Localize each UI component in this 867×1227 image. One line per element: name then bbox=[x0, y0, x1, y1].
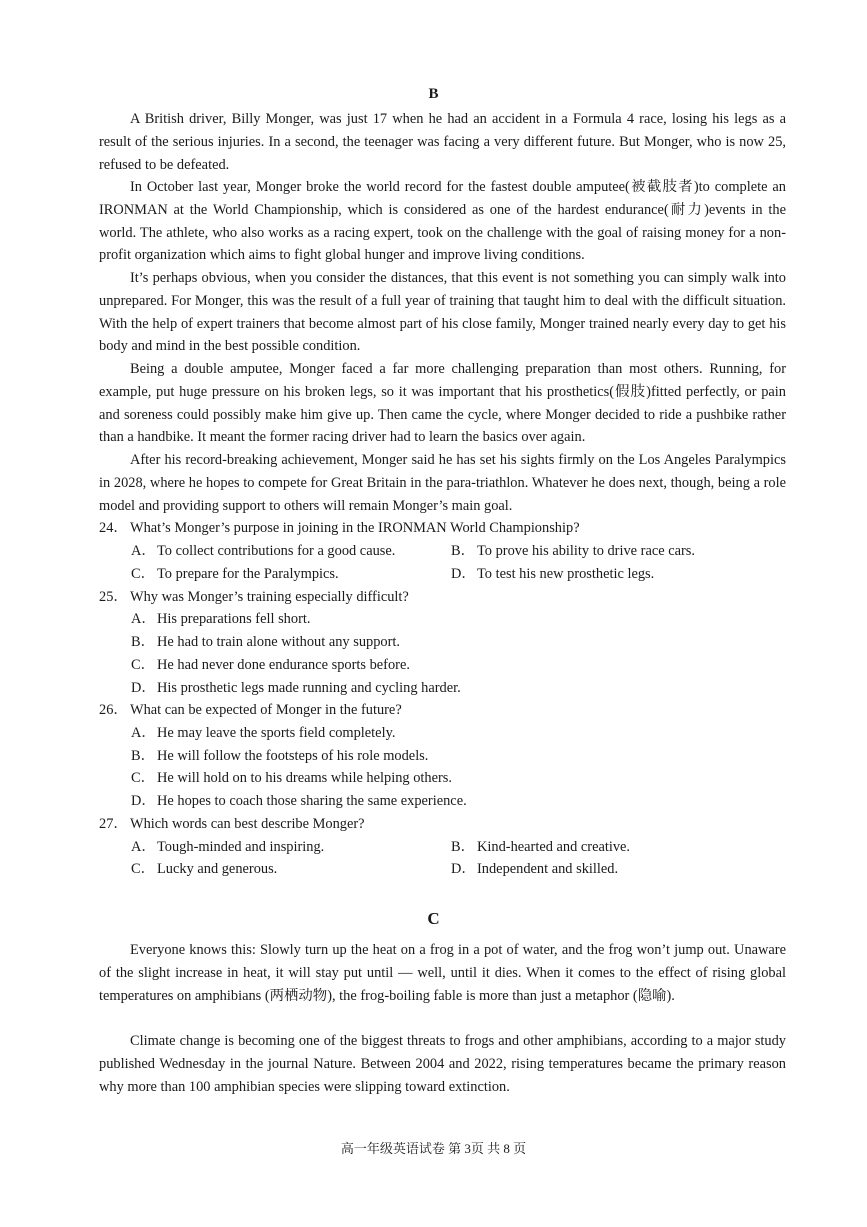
question-24-option-c[interactable] bbox=[131, 563, 339, 586]
option-letter: D． bbox=[131, 680, 156, 696]
question-27-option-c[interactable] bbox=[131, 858, 277, 881]
section-b-title: B bbox=[428, 86, 439, 102]
section-c-paragraph-2: Climate change is becoming one of the biggest threats to frogs and other amphibians, according to a major study published Wednesday in the journal Nature. Between 2004 and 2022, rising temperatures became the primary reason why more than 100 amphibian species were slipping toward extinction. bbox=[99, 1033, 786, 1095]
question-25-option-a[interactable] bbox=[131, 608, 310, 631]
question-26-option-a[interactable] bbox=[131, 722, 395, 745]
question-24-option-a[interactable] bbox=[131, 540, 395, 563]
option-text: He may leave the sports field completely. bbox=[157, 725, 396, 741]
option-text: To prepare for the Paralympics. bbox=[157, 566, 339, 582]
question-27-option-d[interactable] bbox=[451, 858, 618, 881]
option-letter: D． bbox=[131, 793, 156, 809]
question-25-option-d[interactable] bbox=[131, 677, 461, 700]
section-b-paragraph-1: A British driver, Billy Monger, was just 17 when he had an accident in a Formula 4 race, losing his legs as a result of the serious injuries. In a second, the teenager was facing a very different future. But Monger, who is now 25, refused to be defeated. bbox=[99, 111, 786, 173]
section-b-paragraph-3: It’s perhaps obvious, when you consider the distances, that this event is not something you can simply walk into unprepared. For Monger, this was the result of a full year of training that taught him to deal with the difficult situation. With the help of expert trainers that become almost part of his close family, Monger trained nearly every day to get his body and mind in the best possible condition. bbox=[99, 270, 786, 355]
question-number: 25． bbox=[99, 589, 128, 605]
question-text: What’s Monger’s purpose in joining in the IRONMAN World Championship? bbox=[130, 520, 580, 536]
option-text: He had never done endurance sports before. bbox=[157, 657, 410, 673]
question-26-option-b[interactable] bbox=[131, 745, 428, 768]
option-text: To test his new prosthetic legs. bbox=[477, 566, 655, 582]
option-text: To prove his ability to drive race cars. bbox=[477, 543, 695, 559]
option-text: He will hold on to his dreams while helping others. bbox=[157, 770, 452, 786]
option-letter: C． bbox=[131, 566, 155, 582]
option-letter: A． bbox=[131, 611, 156, 627]
section-b-paragraph-4: Being a double amputee, Monger faced a far more challenging preparation than most others. Running, for example, put huge pressure on his broken legs, so it was important that his prosthetics(假肢)fitted perfectly, or pain and soreness could possibly make him give up. Then came the cycle, where Monger decided to ride a pushbike rather than a handbike. It meant the former racing driver had to learn the basics over again. bbox=[99, 361, 786, 446]
option-letter: B． bbox=[451, 543, 475, 559]
option-text: Independent and skilled. bbox=[477, 861, 619, 877]
question-number: 26． bbox=[99, 702, 128, 718]
section-c-title: C bbox=[427, 909, 440, 928]
question-26-option-c[interactable] bbox=[131, 767, 452, 790]
question-number: 27． bbox=[99, 816, 128, 832]
option-letter: A． bbox=[131, 725, 156, 741]
section-b-paragraph-2: In October last year, Monger broke the world record for the fastest double amputee(被截肢者)to complete an IRONMAN at the World Championship, which is considered as one of the hardest endurance(耐力)events in the world. The athlete, who also works as a racing expert, took on the challenge with the goal of raising money for a non-profit organization which aims to fight global hunger and improve living conditions. bbox=[99, 179, 786, 264]
option-letter: D． bbox=[451, 566, 476, 582]
question-27-option-b[interactable] bbox=[451, 836, 630, 859]
question-24 bbox=[99, 517, 580, 540]
question-25 bbox=[99, 586, 409, 609]
question-text: What can be expected of Monger in the future? bbox=[130, 702, 402, 718]
option-text: Lucky and generous. bbox=[157, 861, 278, 877]
question-27-option-a[interactable] bbox=[131, 836, 324, 859]
option-text: He had to train alone without any support. bbox=[157, 634, 400, 650]
question-26 bbox=[99, 699, 402, 722]
option-text: His prosthetic legs made running and cycling harder. bbox=[157, 680, 461, 696]
section-b-paragraph-5: After his record-breaking achievement, Monger said he has set his sights firmly on the Los Angeles Paralympics in 2028, where he hopes to compete for Great Britain in the para-triathlon. Whatever he does next, though, being a role model and providing support to others will remain Monger’s main goal. bbox=[99, 452, 786, 514]
option-text: To collect contributions for a good cause. bbox=[157, 543, 396, 559]
question-24-option-d[interactable] bbox=[451, 563, 654, 586]
option-letter: D． bbox=[451, 861, 476, 877]
section-c-paragraph-1: Everyone knows this: Slowly turn up the heat on a frog in a pot of water, and the frog won’t jump out. Unaware of the slight increase in heat, it will stay put until — well, until it dies. When it comes to the effect of rising global temperatures on amphibians (两栖动物), the frog-boiling fable is more than just a metaphor (隐喻). bbox=[99, 942, 786, 1004]
option-text: He hopes to coach those sharing the same experience. bbox=[157, 793, 467, 809]
option-text: Tough-minded and inspiring. bbox=[157, 839, 325, 855]
question-26-option-d[interactable] bbox=[131, 790, 467, 813]
question-27 bbox=[99, 813, 365, 836]
option-letter: B． bbox=[131, 748, 155, 764]
option-letter: C． bbox=[131, 657, 155, 673]
option-letter: B． bbox=[131, 634, 155, 650]
option-letter: C． bbox=[131, 770, 155, 786]
question-25-option-b[interactable] bbox=[131, 631, 400, 654]
option-letter: A． bbox=[131, 543, 156, 559]
question-number: 24． bbox=[99, 520, 128, 536]
question-text: Why was Monger’s training especially difficult? bbox=[130, 589, 409, 605]
option-text: His preparations fell short. bbox=[157, 611, 311, 627]
option-letter: C． bbox=[131, 861, 155, 877]
option-text: He will follow the footsteps of his role models. bbox=[157, 748, 429, 764]
page-footer: 高一年级英语试卷 第 3页 共 8 页 bbox=[340, 1141, 527, 1156]
question-text: Which words can best describe Monger? bbox=[130, 816, 365, 832]
option-text: Kind-hearted and creative. bbox=[477, 839, 631, 855]
option-letter: B． bbox=[451, 839, 475, 855]
question-25-option-c[interactable] bbox=[131, 654, 410, 677]
question-24-option-b[interactable] bbox=[451, 540, 695, 563]
option-letter: A． bbox=[131, 839, 156, 855]
